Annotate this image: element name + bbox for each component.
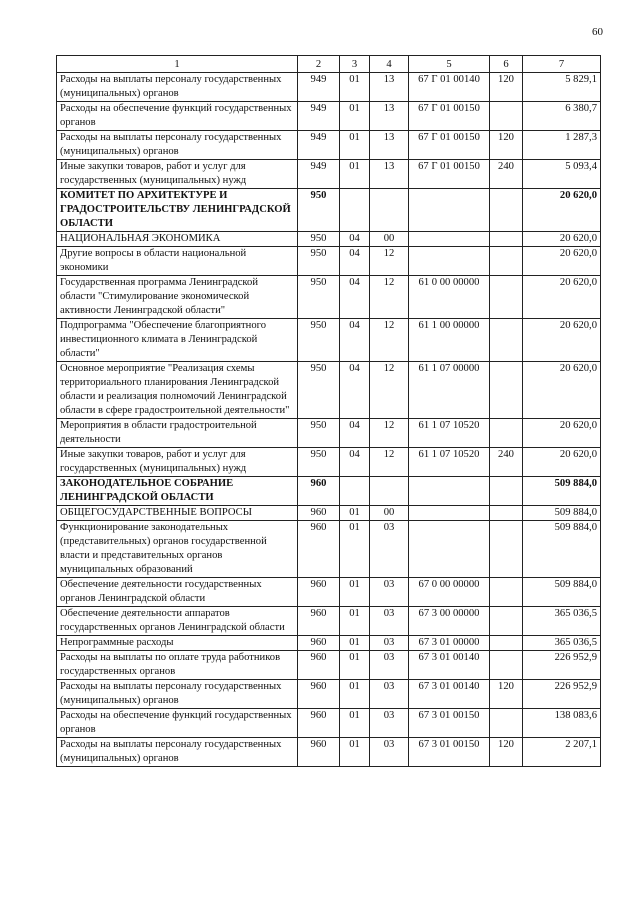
row-name-cell: Иные закупки товаров, работ и услуг для государственных (муниципальных) нужд — [57, 160, 298, 189]
row-ved-cell: 949 — [298, 131, 340, 160]
table-row — [57, 232, 601, 247]
row-pr-cell — [370, 189, 409, 232]
row-csr-cell — [409, 521, 490, 578]
row-name-cell: Непрограммные расходы — [57, 636, 298, 651]
row-vr-cell — [490, 102, 523, 131]
row-vr-cell — [490, 607, 523, 636]
row-rz-cell: 01 — [340, 607, 370, 636]
table-row — [57, 506, 601, 521]
row-name-cell: Расходы на выплаты персоналу государственных (муниципальных) органов — [57, 738, 298, 767]
row-ved-cell: 960 — [298, 651, 340, 680]
row-pr-cell — [370, 477, 409, 506]
row-vr-cell — [490, 477, 523, 506]
row-ved-cell: 950 — [298, 189, 340, 232]
row-vr-cell: 120 — [490, 738, 523, 767]
row-name-cell: Расходы на выплаты персоналу государственных (муниципальных) органов — [57, 73, 298, 102]
column-header-csr: 5 — [409, 56, 490, 73]
column-header-pr: 4 — [370, 56, 409, 73]
row-rz-cell: 01 — [340, 651, 370, 680]
row-name-cell: Мероприятия в области градостроительной деятельности — [57, 419, 298, 448]
table-row — [57, 651, 601, 680]
row-csr-cell: 67 3 01 00150 — [409, 709, 490, 738]
row-pr-cell: 12 — [370, 319, 409, 362]
table-row — [57, 102, 601, 131]
row-sum-cell: 20 620,0 — [523, 276, 601, 319]
row-sum-cell: 20 620,0 — [523, 448, 601, 477]
row-name-cell: Расходы на обеспечение функций государственных органов — [57, 102, 298, 131]
table-row — [57, 578, 601, 607]
row-name-cell: Обеспечение деятельности государственных органов Ленинградской области — [57, 578, 298, 607]
row-csr-cell — [409, 232, 490, 247]
row-pr-cell: 12 — [370, 448, 409, 477]
row-rz-cell: 01 — [340, 102, 370, 131]
table-row — [57, 448, 601, 477]
row-rz-cell: 04 — [340, 319, 370, 362]
row-sum-cell: 20 620,0 — [523, 232, 601, 247]
row-ved-cell: 950 — [298, 362, 340, 419]
row-csr-cell: 67 3 00 00000 — [409, 607, 490, 636]
row-name-cell: Расходы на выплаты по оплате труда работников государственных органов — [57, 651, 298, 680]
row-name-cell: Расходы на выплаты персоналу государственных (муниципальных) органов — [57, 680, 298, 709]
table-row — [57, 247, 601, 276]
row-vr-cell — [490, 419, 523, 448]
row-csr-cell: 67 3 01 00000 — [409, 636, 490, 651]
row-name-cell: Функционирование законодательных (представительных) органов государственной власти и представительных органов муниципальных образований — [57, 521, 298, 578]
row-sum-cell: 509 884,0 — [523, 521, 601, 578]
row-csr-cell: 67 3 01 00150 — [409, 738, 490, 767]
row-name-cell: Подпрограмма "Обеспечение благоприятного инвестиционного климата в Ленинградской области" — [57, 319, 298, 362]
row-vr-cell — [490, 319, 523, 362]
row-csr-cell: 61 1 07 10520 — [409, 419, 490, 448]
table-row — [57, 607, 601, 636]
row-sum-cell: 226 952,9 — [523, 680, 601, 709]
row-sum-cell: 20 620,0 — [523, 189, 601, 232]
header-row — [57, 56, 601, 73]
row-ved-cell: 949 — [298, 102, 340, 131]
row-name-cell: Иные закупки товаров, работ и услуг для государственных (муниципальных) нужд — [57, 448, 298, 477]
table-row — [57, 477, 601, 506]
table-row — [57, 362, 601, 419]
column-header-vr: 6 — [490, 56, 523, 73]
row-ved-cell: 949 — [298, 160, 340, 189]
row-pr-cell: 13 — [370, 102, 409, 131]
row-sum-cell: 226 952,9 — [523, 651, 601, 680]
table-row — [57, 73, 601, 102]
row-sum-cell: 20 620,0 — [523, 247, 601, 276]
row-sum-cell: 1 287,3 — [523, 131, 601, 160]
row-name-cell: Расходы на обеспечение функций государственных органов — [57, 709, 298, 738]
row-ved-cell: 960 — [298, 709, 340, 738]
row-ved-cell: 960 — [298, 738, 340, 767]
row-rz-cell: 01 — [340, 506, 370, 521]
row-pr-cell: 03 — [370, 680, 409, 709]
row-sum-cell: 20 620,0 — [523, 362, 601, 419]
row-ved-cell: 950 — [298, 232, 340, 247]
row-pr-cell: 03 — [370, 709, 409, 738]
row-vr-cell — [490, 189, 523, 232]
row-rz-cell: 04 — [340, 247, 370, 276]
row-vr-cell: 120 — [490, 73, 523, 102]
table-row — [57, 276, 601, 319]
row-csr-cell: 67 3 01 00140 — [409, 651, 490, 680]
row-pr-cell: 12 — [370, 362, 409, 419]
row-vr-cell — [490, 709, 523, 738]
row-pr-cell: 13 — [370, 131, 409, 160]
row-pr-cell: 03 — [370, 578, 409, 607]
row-sum-cell: 509 884,0 — [523, 477, 601, 506]
row-rz-cell: 04 — [340, 448, 370, 477]
row-pr-cell: 03 — [370, 521, 409, 578]
row-rz-cell: 01 — [340, 73, 370, 102]
table-row — [57, 131, 601, 160]
row-rz-cell: 04 — [340, 276, 370, 319]
page-number: 60 — [592, 26, 603, 38]
table-body — [57, 73, 601, 767]
row-ved-cell: 960 — [298, 506, 340, 521]
row-ved-cell: 960 — [298, 477, 340, 506]
row-ved-cell: 960 — [298, 521, 340, 578]
row-sum-cell: 138 083,6 — [523, 709, 601, 738]
row-name-cell: ОБЩЕГОСУДАРСТВЕННЫЕ ВОПРОСЫ — [57, 506, 298, 521]
column-header-ved: 2 — [298, 56, 340, 73]
row-rz-cell: 04 — [340, 362, 370, 419]
row-csr-cell: 67 Г 01 00150 — [409, 160, 490, 189]
row-sum-cell: 2 207,1 — [523, 738, 601, 767]
column-header-rz: 3 — [340, 56, 370, 73]
table-row — [57, 709, 601, 738]
row-pr-cell: 00 — [370, 506, 409, 521]
row-rz-cell: 04 — [340, 232, 370, 247]
row-sum-cell: 5 829,1 — [523, 73, 601, 102]
row-ved-cell: 960 — [298, 636, 340, 651]
row-rz-cell: 04 — [340, 419, 370, 448]
row-vr-cell — [490, 578, 523, 607]
row-rz-cell: 01 — [340, 578, 370, 607]
row-name-cell: НАЦИОНАЛЬНАЯ ЭКОНОМИКА — [57, 232, 298, 247]
row-pr-cell: 13 — [370, 160, 409, 189]
row-csr-cell: 61 1 07 00000 — [409, 362, 490, 419]
row-name-cell: КОМИТЕТ ПО АРХИТЕКТУРЕ И ГРАДОСТРОИТЕЛЬСТВУ ЛЕНИНГРАДСКОЙ ОБЛАСТИ — [57, 189, 298, 232]
row-pr-cell: 03 — [370, 651, 409, 680]
column-header-name: 1 — [57, 56, 298, 73]
row-ved-cell: 950 — [298, 448, 340, 477]
row-pr-cell: 03 — [370, 607, 409, 636]
row-name-cell: Государственная программа Ленинградской области "Стимулирование экономической активности Ленинградской области" — [57, 276, 298, 319]
row-rz-cell: 01 — [340, 680, 370, 709]
row-vr-cell — [490, 232, 523, 247]
row-rz-cell: 01 — [340, 160, 370, 189]
table-row — [57, 160, 601, 189]
table-row — [57, 680, 601, 709]
row-vr-cell: 120 — [490, 680, 523, 709]
row-pr-cell: 12 — [370, 247, 409, 276]
row-ved-cell: 950 — [298, 419, 340, 448]
row-sum-cell: 509 884,0 — [523, 578, 601, 607]
row-sum-cell: 5 093,4 — [523, 160, 601, 189]
table-row — [57, 738, 601, 767]
row-vr-cell — [490, 276, 523, 319]
row-csr-cell: 67 Г 01 00150 — [409, 131, 490, 160]
row-sum-cell: 365 036,5 — [523, 636, 601, 651]
row-csr-cell — [409, 506, 490, 521]
row-ved-cell: 960 — [298, 578, 340, 607]
table-row — [57, 189, 601, 232]
row-vr-cell — [490, 362, 523, 419]
row-ved-cell: 960 — [298, 607, 340, 636]
row-vr-cell: 240 — [490, 160, 523, 189]
row-rz-cell: 01 — [340, 709, 370, 738]
column-header-sum: 7 — [523, 56, 601, 73]
row-ved-cell: 950 — [298, 276, 340, 319]
row-vr-cell — [490, 636, 523, 651]
row-pr-cell: 03 — [370, 636, 409, 651]
row-rz-cell — [340, 477, 370, 506]
row-vr-cell — [490, 247, 523, 276]
table-row — [57, 636, 601, 651]
row-name-cell: Основное мероприятие "Реализация схемы территориального планирования Ленинградской области и реализация полномочий Ленинградской области в сфере градостроительной деятельности" — [57, 362, 298, 419]
row-ved-cell: 949 — [298, 73, 340, 102]
row-csr-cell: 61 1 00 00000 — [409, 319, 490, 362]
row-sum-cell: 509 884,0 — [523, 506, 601, 521]
row-pr-cell: 12 — [370, 419, 409, 448]
row-vr-cell — [490, 651, 523, 680]
row-rz-cell: 01 — [340, 738, 370, 767]
row-ved-cell: 950 — [298, 319, 340, 362]
row-rz-cell — [340, 189, 370, 232]
row-sum-cell: 20 620,0 — [523, 419, 601, 448]
budget-table — [56, 55, 601, 767]
row-csr-cell: 61 1 07 10520 — [409, 448, 490, 477]
row-pr-cell: 13 — [370, 73, 409, 102]
row-csr-cell — [409, 189, 490, 232]
row-rz-cell: 01 — [340, 636, 370, 651]
table-row — [57, 319, 601, 362]
row-pr-cell: 00 — [370, 232, 409, 247]
row-name-cell: Другие вопросы в области национальной экономики — [57, 247, 298, 276]
row-csr-cell: 61 0 00 00000 — [409, 276, 490, 319]
row-csr-cell — [409, 477, 490, 506]
row-csr-cell: 67 3 01 00140 — [409, 680, 490, 709]
table-row — [57, 419, 601, 448]
row-pr-cell: 03 — [370, 738, 409, 767]
row-vr-cell: 240 — [490, 448, 523, 477]
row-vr-cell: 120 — [490, 131, 523, 160]
row-csr-cell — [409, 247, 490, 276]
row-name-cell: Расходы на выплаты персоналу государственных (муниципальных) органов — [57, 131, 298, 160]
row-rz-cell: 01 — [340, 131, 370, 160]
row-vr-cell — [490, 506, 523, 521]
row-name-cell: Обеспечение деятельности аппаратов государственных органов Ленинградской области — [57, 607, 298, 636]
row-name-cell: ЗАКОНОДАТЕЛЬНОЕ СОБРАНИЕ ЛЕНИНГРАДСКОЙ ОБЛАСТИ — [57, 477, 298, 506]
row-sum-cell: 6 380,7 — [523, 102, 601, 131]
row-ved-cell: 950 — [298, 247, 340, 276]
row-csr-cell: 67 Г 01 00150 — [409, 102, 490, 131]
row-csr-cell: 67 Г 01 00140 — [409, 73, 490, 102]
row-ved-cell: 960 — [298, 680, 340, 709]
row-csr-cell: 67 0 00 00000 — [409, 578, 490, 607]
row-rz-cell: 01 — [340, 521, 370, 578]
table-row — [57, 521, 601, 578]
row-sum-cell: 365 036,5 — [523, 607, 601, 636]
row-sum-cell: 20 620,0 — [523, 319, 601, 362]
row-vr-cell — [490, 521, 523, 578]
row-pr-cell: 12 — [370, 276, 409, 319]
